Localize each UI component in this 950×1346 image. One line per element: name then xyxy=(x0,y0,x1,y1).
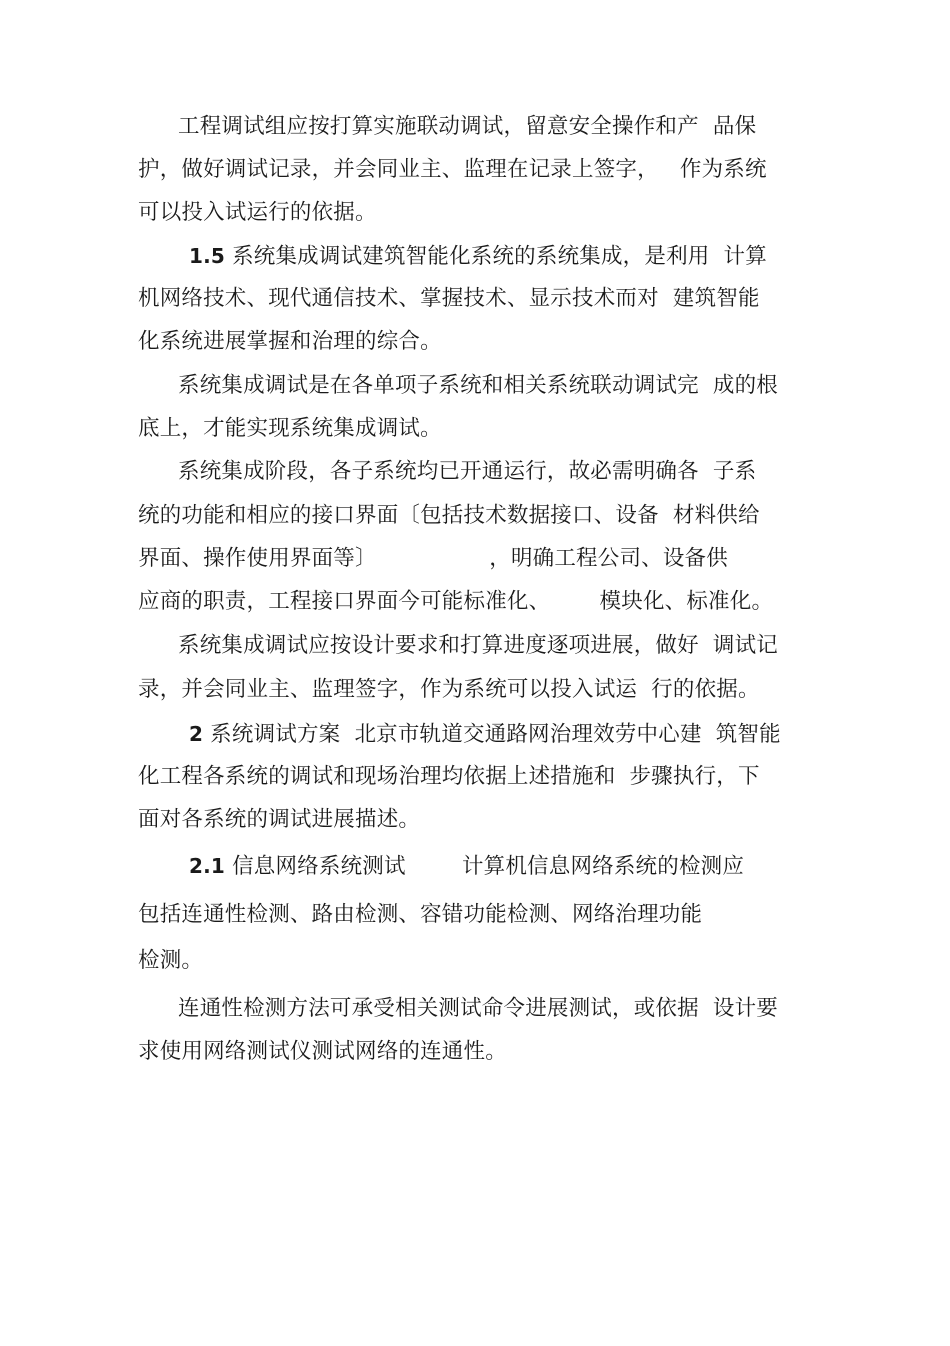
text-line: 化工程各系统的调试和现场治理均依据上述措施和 步骤执行，下 xyxy=(138,764,760,789)
text-line: 化系统进展掌握和治理的综合。 xyxy=(138,329,442,354)
text-line: 连通性检测方法可承受相关测试命令进展测试，或依据 设计要 xyxy=(178,996,778,1021)
text-line: 界面、操作使用界面等〕 ，明确工程公司、设备供 xyxy=(138,546,728,571)
text-line: 系统集成阶段，各子系统均已开通运行，故必需明确各 子系 xyxy=(178,459,757,484)
section-number: 2 xyxy=(189,722,204,746)
section-heading-line xyxy=(189,243,767,270)
text-line: 护，做好调试记录，并会同业主、监理在记录上签字， 作为系统 xyxy=(138,157,767,182)
text-line: 系统调试方案 北京市轨道交通路网治理效劳中心建 筑智能 xyxy=(210,722,781,747)
text-line: 应商的职责，工程接口界面今可能标准化、 模块化、标准化。 xyxy=(138,589,774,614)
text-line: 求使用网络测试仪测试网络的连通性。 xyxy=(138,1039,507,1064)
text-line: 工程调试组应按打算实施联动调试，留意安全操作和产 品保 xyxy=(178,114,757,139)
text-line: 统的功能和相应的接口界面〔包括技术数据接口、设备 材料供给 xyxy=(138,503,760,528)
section-heading-line xyxy=(189,721,781,748)
text-line: 系统集成调试应按设计要求和打算进度逐项进展，做好 调试记 xyxy=(178,633,778,658)
text-line: 面对各系统的调试进展描述。 xyxy=(138,807,421,832)
text-line: 机网络技术、现代通信技术、掌握技术、显示技术而对 建筑智能 xyxy=(138,286,760,311)
text-line: 底上，才能实现系统集成调试。 xyxy=(138,416,442,441)
text-line: 系统集成调试建筑智能化系统的系统集成，是利用 计算 xyxy=(232,244,767,269)
section-number: 2.1 xyxy=(189,854,226,878)
section-number: 1.5 xyxy=(189,244,226,268)
text-line: 可以投入试运行的依据。 xyxy=(138,200,377,225)
text-line: 录，并会同业主、监理签字，作为系统可以投入试运 行的依据。 xyxy=(138,677,760,702)
text-line: 检测。 xyxy=(138,948,204,973)
text-line: 信息网络系统测试 计算机信息网络系统的检测应 xyxy=(232,854,745,879)
text-line: 系统集成调试是在各单项子系统和相关系统联动调试完 成的根 xyxy=(178,373,778,398)
section-heading-line xyxy=(189,853,744,880)
text-line: 包括连通性检测、路由检测、容错功能检测、网络治理功能 xyxy=(138,902,703,927)
